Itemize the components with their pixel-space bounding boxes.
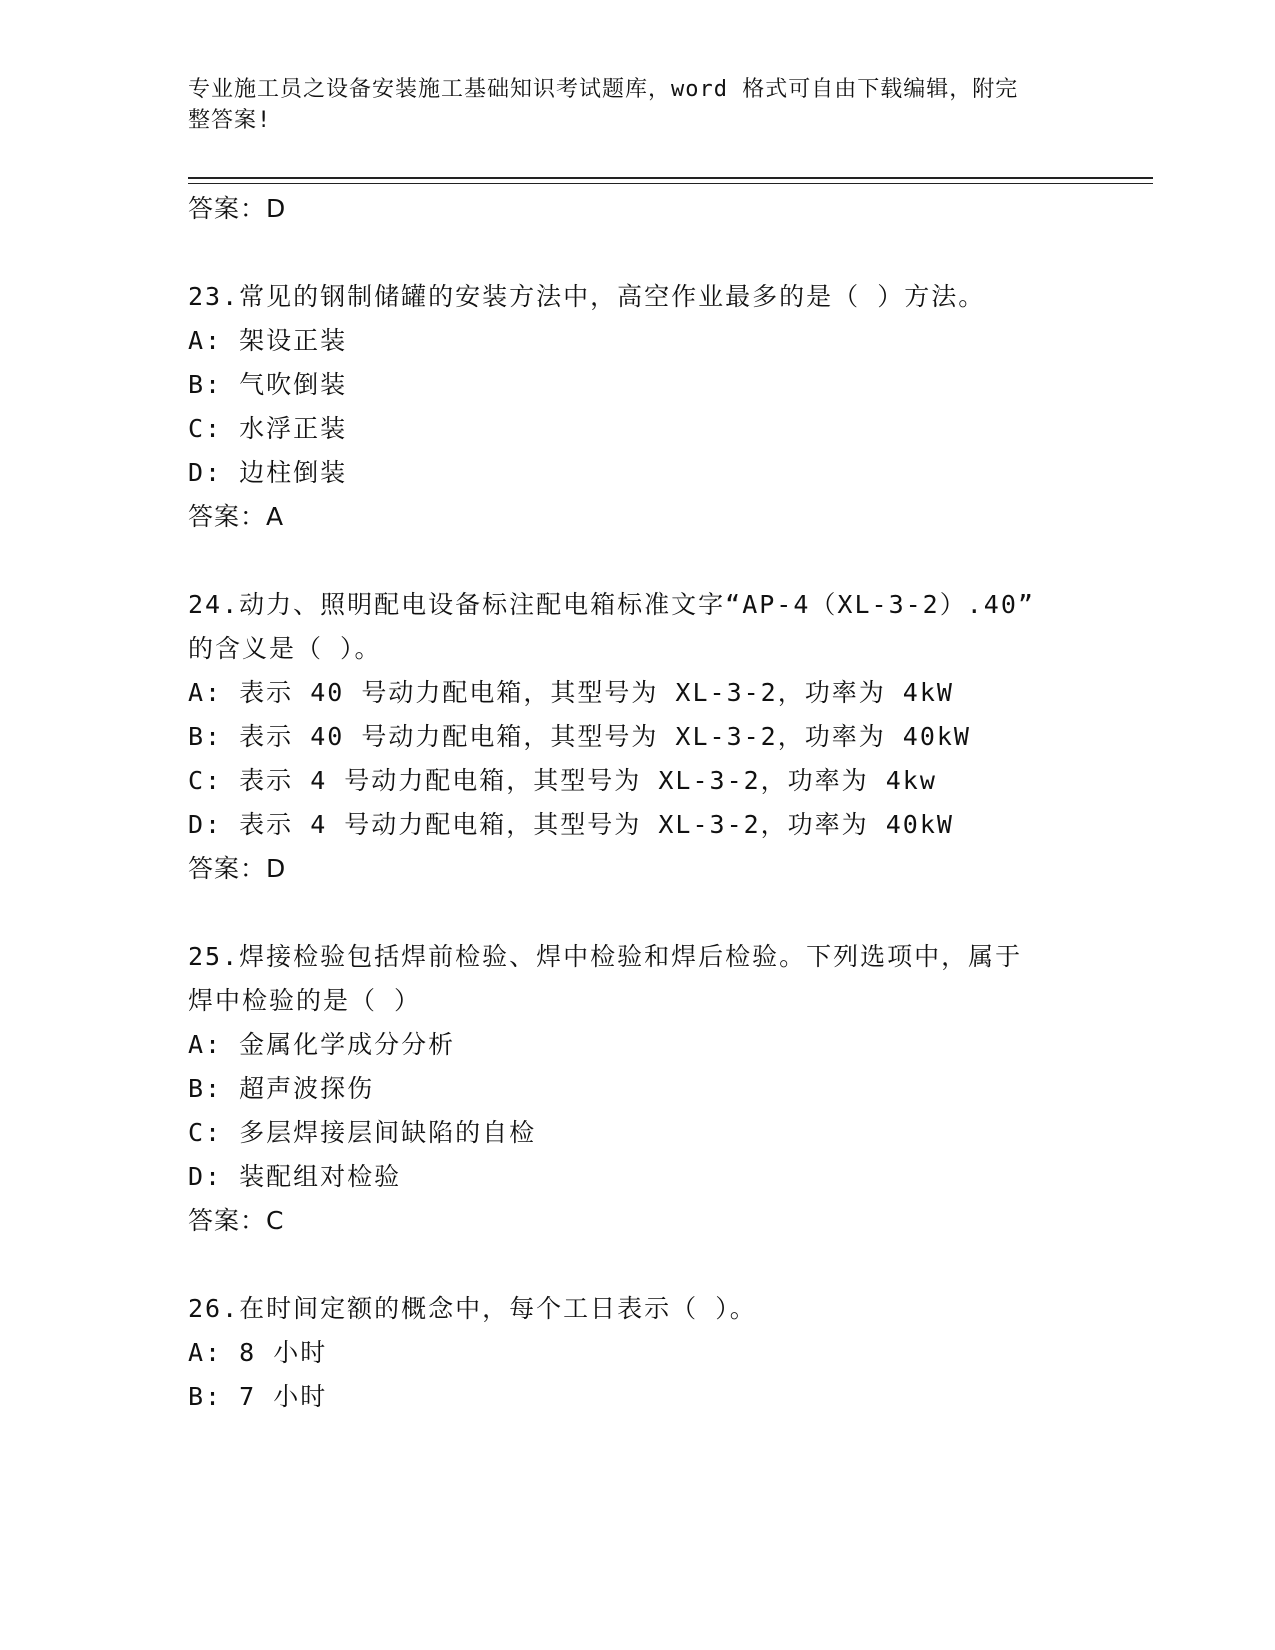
question-24-stem-line-1: 24.动力、照明配电设备标注配电箱标准文字“AP-4（XL-3-2）.40”	[188, 590, 1035, 619]
question-26-option-b: B: 7 小时	[188, 1382, 328, 1411]
question-23-option-c: C: 水浮正装	[188, 414, 348, 443]
question-25-stem-line-1: 25.焊接检验包括焊前检验、焊中检验和焊后检验。下列选项中，属于	[188, 942, 1023, 971]
question-25-option-c: C: 多层焊接层间缺陷的自检	[188, 1118, 537, 1147]
question-25-stem-line-2: 焊中检验的是（ ）	[188, 986, 422, 1015]
question-25-option-b: B: 超声波探伤	[188, 1074, 375, 1103]
question-25-option-d: D: 装配组对检验	[188, 1162, 402, 1191]
question-23-option-a: A: 架设正装	[188, 326, 348, 355]
question-26-option-a: A: 8 小时	[188, 1338, 328, 1367]
question-24-option-c: C: 表示 4 号动力配电箱，其型号为 XL-3-2，功率为 4kw	[188, 766, 937, 795]
header-line-1: 专业施工员之设备安装施工基础知识考试题库，word 格式可自由下载编辑，附完	[188, 77, 1019, 102]
answer-q22: 答案：D	[188, 194, 287, 223]
question-24-option-b: B: 表示 40 号动力配电箱，其型号为 XL-3-2，功率为 40kW	[188, 722, 971, 751]
header-divider-thick	[188, 177, 1153, 179]
answer-q23: 答案：A	[188, 502, 285, 531]
question-24-option-a: A: 表示 40 号动力配电箱，其型号为 XL-3-2，功率为 4kW	[188, 678, 954, 707]
question-26-stem: 26.在时间定额的概念中，每个工日表示（ ）。	[188, 1294, 757, 1323]
question-23-option-b: B: 气吹倒装	[188, 370, 348, 399]
document-header	[188, 74, 1068, 136]
answer-q24: 答案：D	[188, 854, 287, 883]
header-line-2: 整答案!	[188, 108, 272, 133]
question-23-stem: 23.常见的钢制储罐的安装方法中，高空作业最多的是（ ）方法。	[188, 282, 986, 311]
header-divider-thin	[188, 183, 1153, 184]
answer-q25: 答案：C	[188, 1206, 285, 1235]
question-24-stem-line-2: 的含义是（ ）。	[188, 634, 382, 663]
question-24-option-d: D: 表示 4 号动力配电箱，其型号为 XL-3-2，功率为 40kW	[188, 810, 954, 839]
question-25-option-a: A: 金属化学成分分析	[188, 1030, 456, 1059]
question-23-option-d: D: 边柱倒装	[188, 458, 348, 487]
